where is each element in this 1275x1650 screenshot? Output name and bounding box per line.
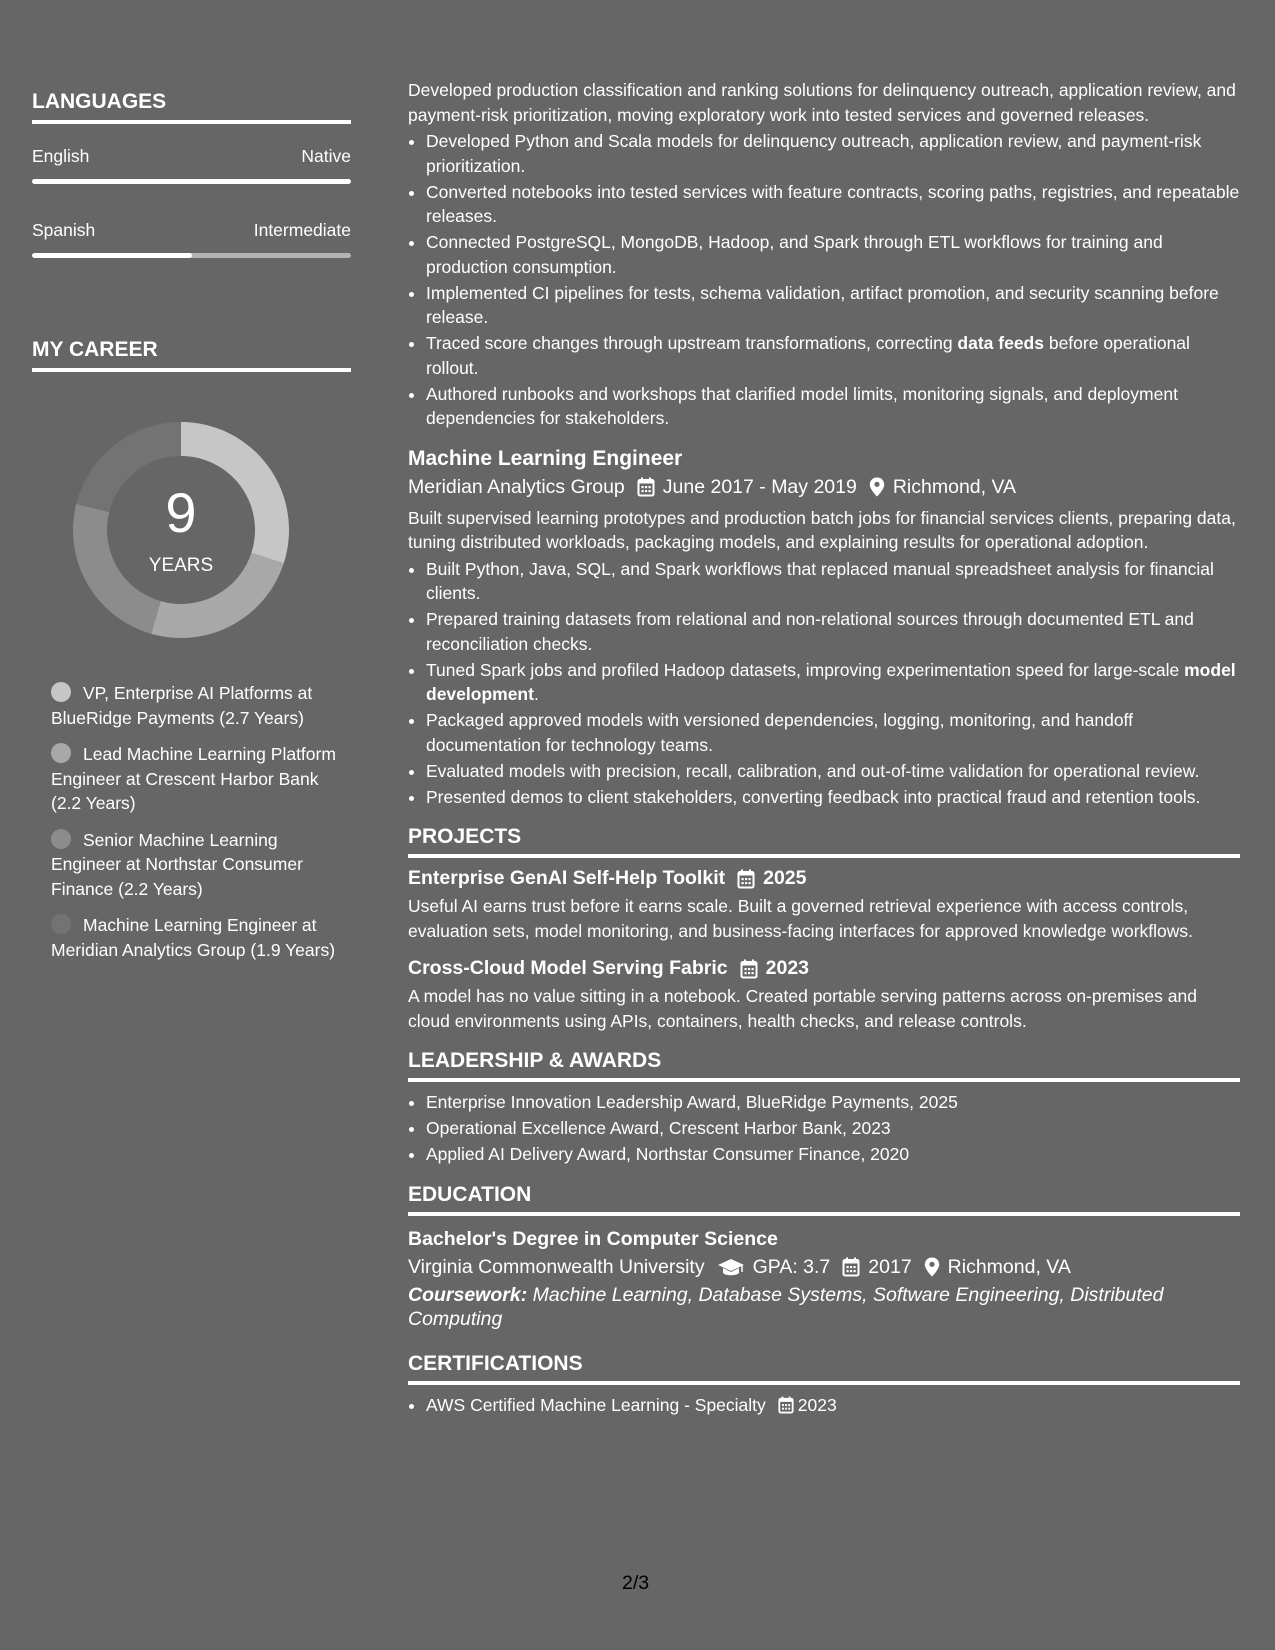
job-bullet: • Implemented CI pipelines for tests, schema validation, artifact promotion, and security scanning before release. [426,281,1240,330]
job-location: Richmond, VA [892,475,1017,498]
bullet-bold-text: model development [426,659,1236,704]
job-bullet: • Converted notebooks into tested services with feature contracts, scoring paths, registries, and repeatable releases. [426,180,1240,229]
language-level: Native [301,146,351,166]
project-description: A model has no value sitting in a notebook. Created portable serving patterns across on-premises and cloud environments using APIs, containers, health checks, and release controls. [408,986,1197,1031]
career-legend [51,681,341,962]
projects-heading: PROJECTS [408,825,1240,858]
career-legend-label: Lead Machine Learning Platform Engineer at Crescent Harbor Bank (2.2 Years) [51,744,336,813]
career-legend-item [51,913,341,962]
bullet-text: Tuned Spark jobs and profiled Hadoop datasets, improving experimentation speed for large-scale [426,659,1185,680]
career-legend-label: Senior Machine Learning Engineer at Northstar Consumer Finance (2.2 Years) [51,829,303,899]
calendar-icon [740,959,758,979]
career-heading: MY CAREER [32,338,351,372]
job-bullet: • Presented demos to client stakeholders, converting feedback into practical fraud and retention tools. [426,785,1240,810]
job-bullets [408,129,1240,431]
bullet-text: before operational rollout. [426,333,1190,378]
project-title: Enterprise GenAI Self-Help Toolkit [408,867,726,889]
location-pin-icon [869,477,885,497]
job-bullet: • Authored runbooks and workshops that clarified model limits, monitoring signals, and deployment dependencies for stakeholders. [426,382,1240,431]
awards-list [408,1090,1240,1167]
award-item: • Applied AI Delivery Award, Northstar Consumer Finance, 2020 [426,1142,1240,1167]
language-proficiency-fill [32,179,351,184]
sidebar [32,90,351,974]
career-legend-item [51,742,341,816]
job-summary: Built supervised learning prototypes and production batch jobs for financial services clients, preparing data, tuning distributed workloads, packaging models, and explaining results for operational adoption. [408,507,1236,552]
language-proficiency-bar [32,179,351,184]
job-bullet: • Developed Python and Scala models for delinquency outreach, application review, and payment-risk prioritization. [426,129,1240,178]
education-meta [408,1256,1240,1279]
page-number: 2/3 [622,1572,650,1594]
graduation-cap-icon [717,1257,745,1277]
calendar-icon [737,869,755,889]
career-total-unit: YEARS [148,555,214,576]
project-year: 2023 [765,957,810,979]
language-proficiency-bar [32,253,351,258]
career-legend-item [51,828,341,902]
job-title: Machine Learning Engineer [408,446,683,470]
job-bullet [426,658,1240,707]
job-meta [408,476,1240,499]
project-description: Useful AI earns trust before it earns scale. Built a governed retrieval experience with access controls, evaluation sets, model monitoring, and business-facing interfaces for approved knowledge workflows. [408,896,1194,941]
legend-dot-icon [51,914,71,934]
career-legend-label: VP, Enterprise AI Platforms at BlueRidge Payments (2.7 Years) [51,683,313,728]
career-donut-chart [66,415,296,645]
career-legend-item [51,681,341,730]
job-bullet: • Evaluated models with precision, recall, calibration, and out-of-time validation for operational review. [426,759,1240,784]
project-title: Cross-Cloud Model Serving Fabric [408,957,728,979]
coursework-list: Machine Learning, Database Systems, Software Engineering, Distributed Computing [408,1283,1164,1330]
certification-year: 2023 [797,1394,837,1415]
career-total-years: 9 [165,481,197,544]
legend-dot-icon [51,829,71,849]
school-name: Virginia Commonwealth University [408,1255,705,1278]
job-bullet: • Connected PostgreSQL, MongoDB, Hadoop, and Spark through ETL workflows for training and production consumption. [426,230,1240,279]
language-name: English [32,146,90,166]
award-item: • Enterprise Innovation Leadership Award, BlueRidge Payments, 2025 [426,1090,1240,1115]
project-year: 2025 [763,867,807,889]
certifications-list [408,1393,1240,1418]
job-bullet [426,331,1240,380]
certification-name: • AWS Certified Machine Learning - Specialty [426,1394,766,1415]
coursework-label: Coursework: [408,1283,528,1306]
job-bullet: • Built Python, Java, SQL, and Spark workflows that replaced manual spreadsheet analysis for financial clients. [426,557,1240,606]
project-item [408,957,1240,1033]
award-item: • Operational Excellence Award, Crescent Harbor Bank, 2023 [426,1116,1240,1141]
bullet-bold-text: data feeds [957,333,1044,353]
career-legend-label: Machine Learning Engineer at Meridian Analytics Group (1.9 Years) [51,915,336,960]
main-content [408,78,1240,1419]
calendar-icon [842,1257,860,1277]
project-item [408,867,1240,943]
language-name: Spanish [32,220,96,240]
calendar-icon [778,1396,794,1414]
language-item-spanish [32,220,351,258]
coursework [408,1283,1240,1332]
job-dates: June 2017 - May 2019 [662,475,857,498]
legend-dot-icon [51,682,71,702]
languages-heading: LANGUAGES [32,90,351,124]
school-location: Richmond, VA [947,1255,1071,1278]
graduation-year: 2017 [868,1255,912,1278]
education-heading: EDUCATION [408,1183,1240,1216]
job-bullet: • Packaged approved models with versioned dependencies, logging, monitoring, and handoff documentation for technology teams. [426,708,1240,757]
degree-title: Bachelor's Degree in Computer Science [408,1227,778,1250]
language-proficiency-fill [32,253,192,258]
job-bullet: • Prepared training datasets from relational and non-relational sources through documented ETL and reconciliation checks. [426,607,1240,656]
job-summary: Developed production classification and ranking solutions for delinquency outreach, application review, and payment-risk prioritization, moving exploratory work into tested services and governed releases. [408,80,1236,125]
location-pin-icon [924,1257,940,1277]
awards-heading: LEADERSHIP & AWARDS [408,1049,1240,1082]
certification-item [426,1393,1240,1418]
bullet-text: Traced score changes through upstream transformations, correcting [426,333,958,353]
gpa: GPA: 3.7 [752,1255,831,1278]
job-bullets [408,557,1240,810]
language-item-english [32,146,351,184]
job-company: Meridian Analytics Group [408,475,625,498]
language-level: Intermediate [253,220,351,240]
bullet-text: . [533,684,539,704]
legend-dot-icon [51,743,71,763]
calendar-icon [637,477,655,497]
certifications-heading: CERTIFICATIONS [408,1352,1240,1385]
